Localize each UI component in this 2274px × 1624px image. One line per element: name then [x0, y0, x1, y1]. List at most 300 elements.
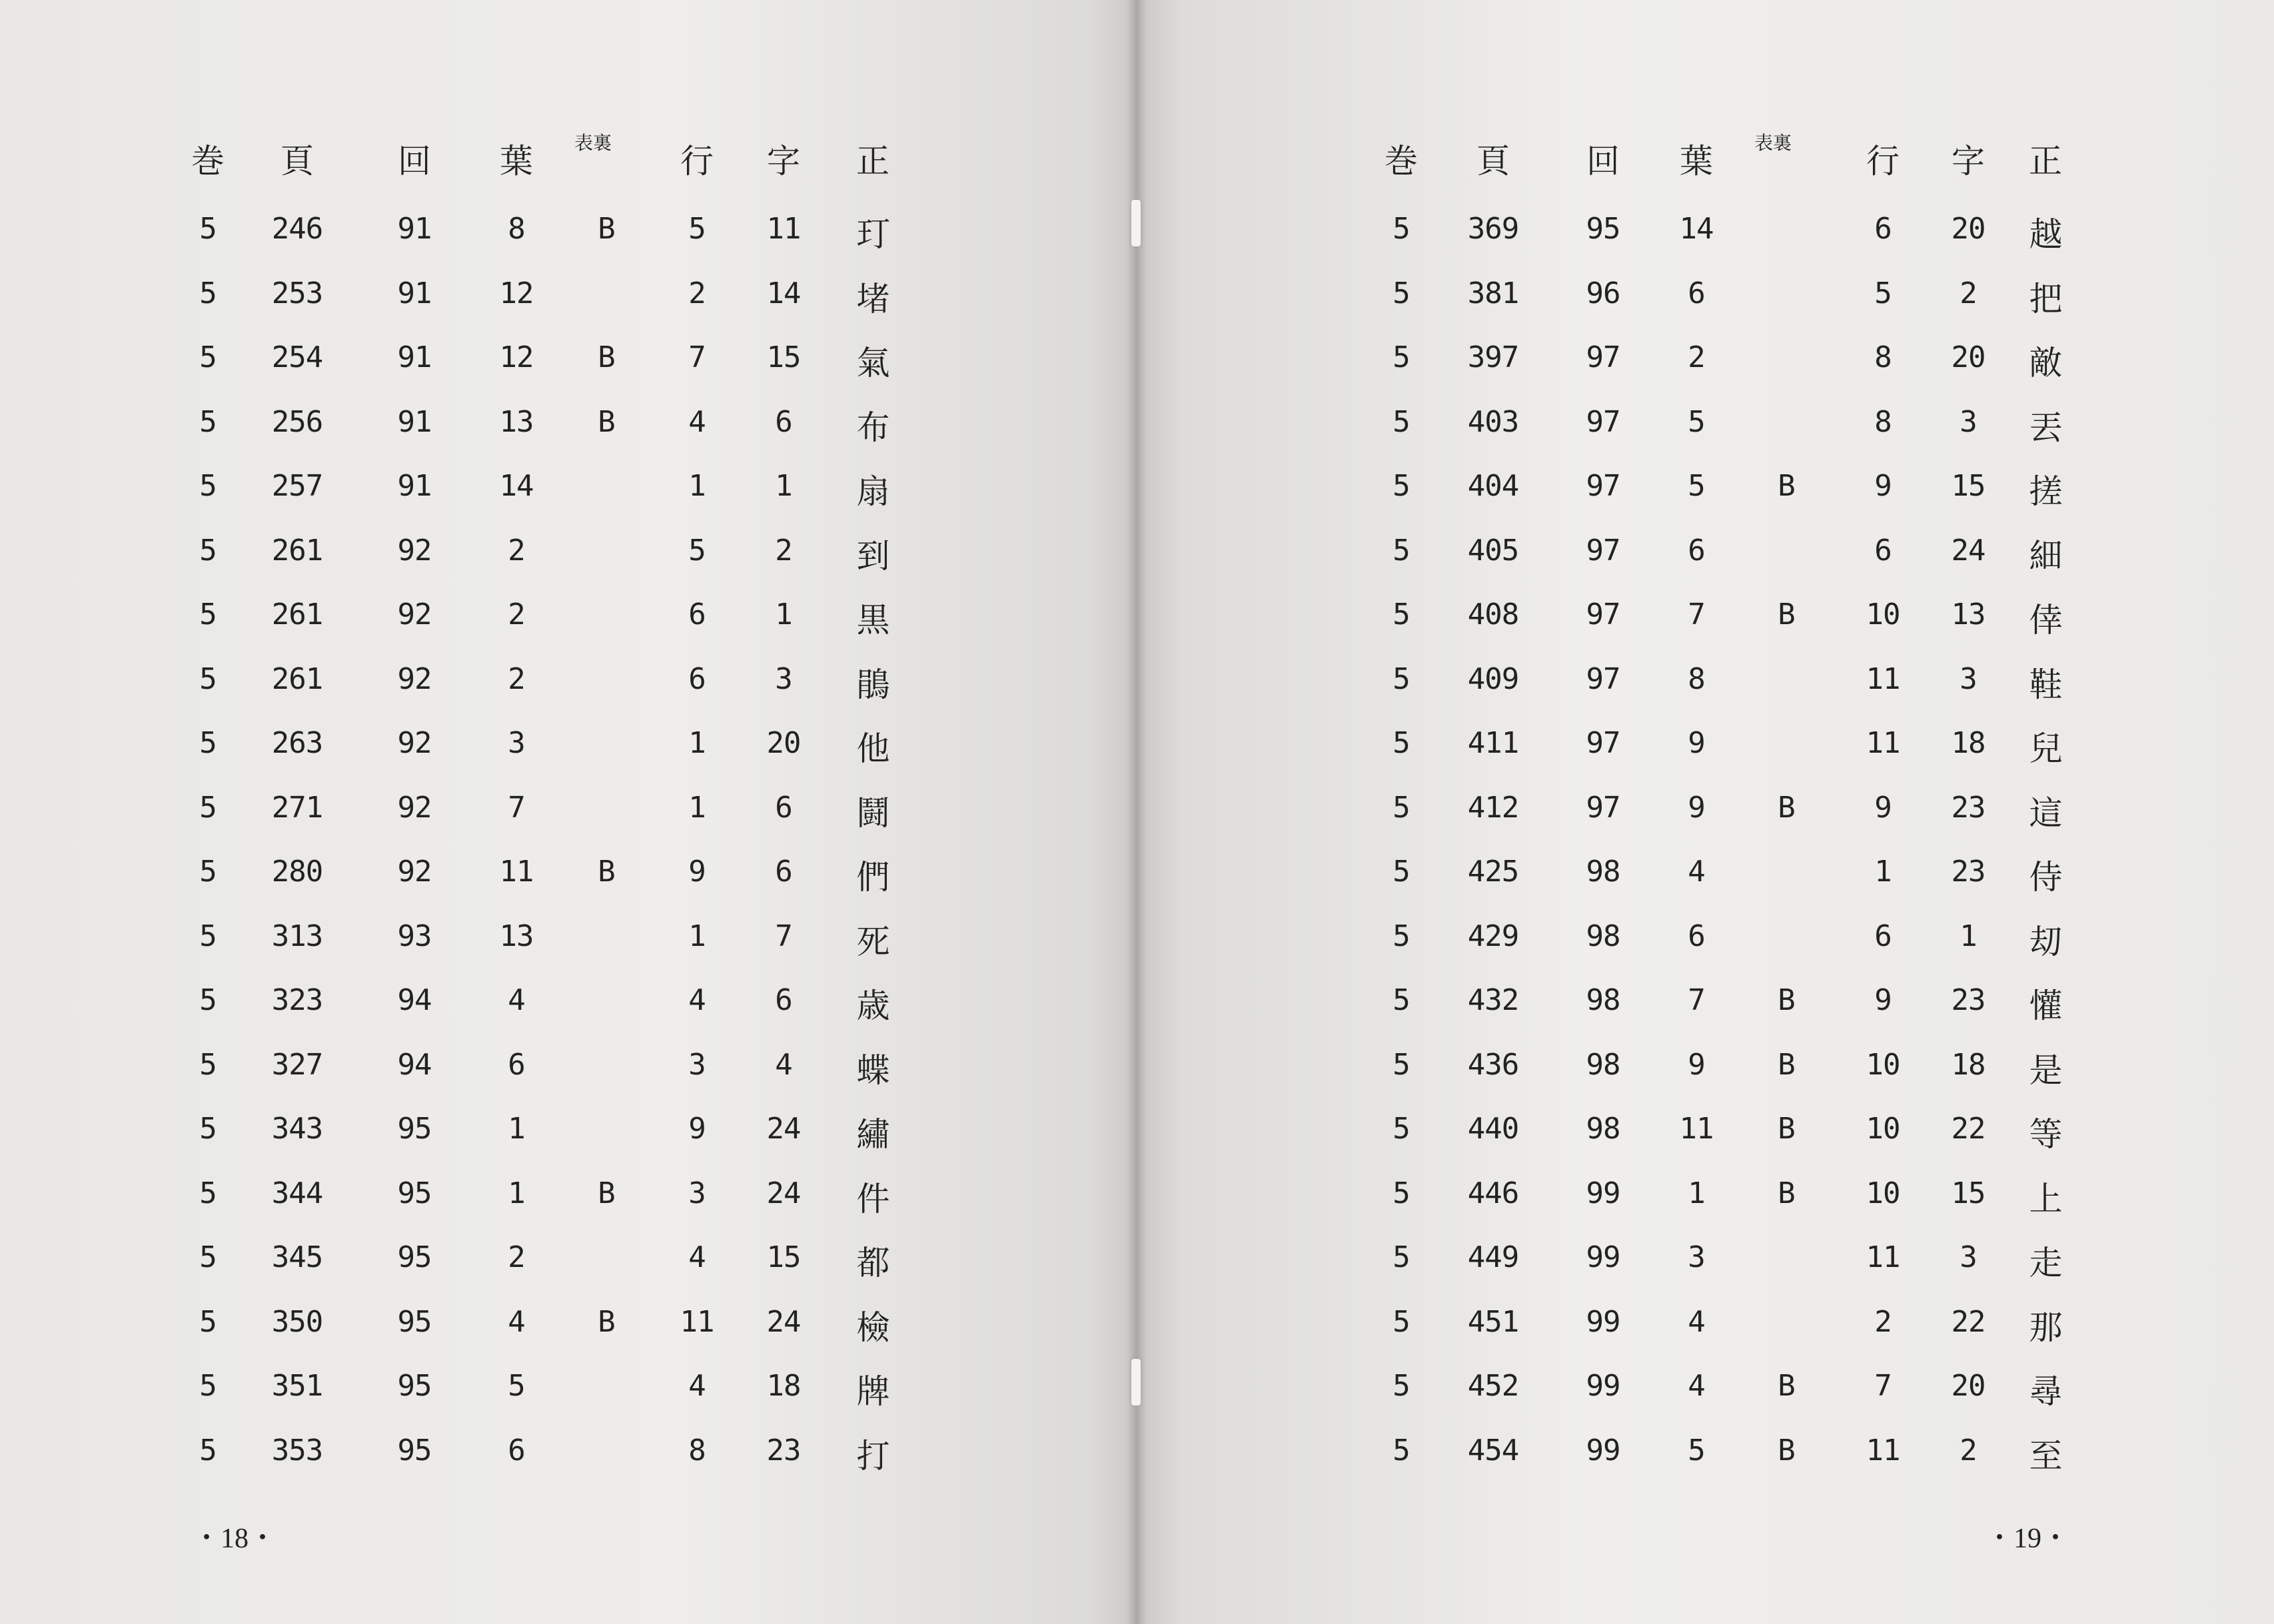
- cell-position: 3: [1960, 1240, 1977, 1274]
- cell-volume: 5: [1393, 1240, 1410, 1274]
- cell-chapter: 92: [397, 726, 432, 760]
- cell-correct-char: 等: [2029, 1115, 2062, 1154]
- cell-leaf: 11: [1679, 1112, 1714, 1146]
- cell-volume: 5: [199, 661, 217, 696]
- cell-correct-char: 是: [2029, 1050, 2062, 1090]
- cell-volume: 5: [1393, 1112, 1410, 1146]
- cell-leaf: 12: [499, 340, 534, 374]
- cell-chapter: 92: [397, 533, 432, 568]
- cell-page: 263: [271, 726, 323, 760]
- cell-correct-char: 鵑: [856, 665, 889, 704]
- cell-chapter: 95: [397, 1304, 432, 1339]
- header-leaf: 葉: [500, 142, 533, 181]
- cell-position: 24: [1951, 533, 1986, 568]
- cell-correct-char: 扇: [856, 472, 889, 511]
- right-page: [1137, 0, 2274, 1624]
- cell-line: 5: [688, 533, 706, 568]
- cell-chapter: 99: [1586, 1176, 1620, 1210]
- cell-volume: 5: [199, 340, 217, 374]
- cell-page: 454: [1467, 1433, 1519, 1467]
- cell-correct-char: 布: [856, 408, 889, 447]
- cell-chapter: 99: [1586, 1433, 1620, 1467]
- cell-page: 405: [1467, 533, 1519, 568]
- cell-position: 15: [766, 1240, 801, 1274]
- cell-page: 412: [1467, 790, 1519, 825]
- cell-line: 11: [1866, 1240, 1900, 1274]
- cell-page: 256: [271, 404, 323, 439]
- cell-side: B: [598, 212, 615, 246]
- cell-correct-char: 懽: [2029, 987, 2062, 1025]
- cell-volume: 5: [199, 469, 217, 503]
- cell-correct-char: 打: [856, 1436, 889, 1475]
- cell-position: 6: [775, 983, 792, 1017]
- cell-position: 1: [775, 469, 792, 503]
- header-volume: 巻: [191, 142, 225, 181]
- cell-leaf: 7: [1688, 598, 1705, 631]
- cell-chapter: 95: [397, 1433, 432, 1467]
- header-chapter: 回: [398, 142, 431, 181]
- cell-position: 24: [766, 1304, 801, 1339]
- cell-line: 4: [688, 983, 706, 1017]
- cell-correct-char: 氣: [856, 344, 889, 382]
- staple-top: [1131, 200, 1141, 246]
- cell-side: B: [598, 340, 615, 374]
- cell-leaf: 2: [508, 598, 525, 631]
- cell-position: 6: [775, 790, 792, 825]
- cell-chapter: 99: [1586, 1304, 1620, 1339]
- cell-leaf: 5: [1688, 404, 1705, 439]
- cell-chapter: 97: [1586, 661, 1620, 696]
- cell-leaf: 9: [1688, 726, 1705, 760]
- cell-leaf: 4: [508, 983, 525, 1017]
- cell-correct-char: 他: [856, 729, 889, 768]
- cell-line: 9: [1874, 469, 1892, 503]
- cell-page: 323: [271, 983, 323, 1017]
- cell-leaf: 7: [508, 790, 525, 825]
- cell-side: B: [598, 404, 615, 439]
- cell-page: 261: [271, 598, 323, 631]
- cell-side: B: [1778, 469, 1795, 503]
- cell-leaf: 8: [1688, 661, 1705, 696]
- cell-side: B: [1778, 598, 1795, 631]
- cell-chapter: 98: [1586, 1112, 1620, 1146]
- cell-leaf: 9: [1688, 1047, 1705, 1082]
- cell-correct-char: 檢: [856, 1308, 889, 1347]
- cell-correct-char: 鬪: [856, 793, 889, 833]
- cell-chapter: 94: [397, 1047, 432, 1082]
- cell-leaf: 4: [1688, 1369, 1705, 1403]
- cell-page: 449: [1467, 1240, 1519, 1274]
- cell-chapter: 95: [1586, 212, 1620, 246]
- cell-page: 280: [271, 855, 323, 889]
- page-number: ・18・: [192, 1523, 277, 1554]
- cell-leaf: 8: [508, 212, 525, 246]
- cell-side: B: [1778, 983, 1795, 1017]
- cell-line: 10: [1866, 1112, 1900, 1146]
- cell-line: 4: [688, 1369, 706, 1403]
- cell-correct-char: 走: [2029, 1244, 2062, 1282]
- cell-chapter: 92: [397, 661, 432, 696]
- cell-correct-char: 到: [856, 536, 889, 576]
- cell-chapter: 97: [1586, 598, 1620, 631]
- header-side: 表裏: [574, 132, 612, 154]
- cell-position: 18: [1951, 726, 1986, 760]
- header-side: 表裏: [1754, 132, 1792, 154]
- header-page: 頁: [1476, 142, 1510, 181]
- cell-line: 2: [1874, 1304, 1892, 1339]
- cell-volume: 5: [199, 1176, 217, 1210]
- cell-line: 3: [688, 1047, 706, 1082]
- cell-volume: 5: [1393, 1433, 1410, 1467]
- cell-volume: 5: [1393, 340, 1410, 374]
- cell-line: 6: [1874, 533, 1892, 568]
- cell-correct-char: 鞋: [2029, 665, 2062, 704]
- cell-page: 404: [1467, 469, 1519, 503]
- cell-volume: 5: [199, 1304, 217, 1339]
- cell-volume: 5: [1393, 919, 1410, 953]
- cell-volume: 5: [1393, 1304, 1410, 1339]
- cell-line: 10: [1866, 598, 1900, 631]
- cell-page: 351: [271, 1369, 323, 1403]
- cell-page: 246: [271, 212, 323, 246]
- cell-chapter: 99: [1586, 1369, 1620, 1403]
- cell-volume: 5: [199, 533, 217, 568]
- cell-line: 3: [688, 1176, 706, 1210]
- cell-position: 15: [1951, 1176, 1986, 1210]
- cell-position: 23: [1951, 983, 1986, 1017]
- cell-chapter: 91: [397, 469, 432, 503]
- staple-bottom: [1131, 1359, 1141, 1406]
- cell-leaf: 11: [499, 855, 534, 889]
- cell-position: 20: [1951, 212, 1986, 246]
- cell-leaf: 6: [1688, 533, 1705, 568]
- cell-page: 432: [1467, 983, 1519, 1017]
- cell-volume: 5: [199, 1433, 217, 1467]
- cell-correct-char: 件: [856, 1179, 889, 1218]
- cell-chapter: 97: [1586, 790, 1620, 825]
- cell-leaf: 6: [1688, 276, 1705, 310]
- cell-position: 20: [1951, 1369, 1986, 1403]
- cell-position: 1: [1960, 919, 1977, 953]
- cell-position: 15: [1951, 469, 1986, 503]
- cell-volume: 5: [1393, 533, 1410, 568]
- cell-line: 9: [1874, 983, 1892, 1017]
- cell-chapter: 91: [397, 212, 432, 246]
- cell-page: 271: [271, 790, 323, 825]
- cell-correct-char: 都: [856, 1244, 889, 1282]
- header-position: 字: [1952, 142, 1985, 181]
- cell-line: 1: [688, 726, 706, 760]
- cell-position: 2: [1960, 276, 1977, 310]
- cell-volume: 5: [1393, 598, 1410, 631]
- cell-side: B: [598, 1304, 615, 1339]
- cell-volume: 5: [1393, 1369, 1410, 1403]
- cell-page: 381: [1467, 276, 1519, 310]
- cell-line: 8: [1874, 404, 1892, 439]
- cell-volume: 5: [1393, 855, 1410, 889]
- cell-chapter: 91: [397, 404, 432, 439]
- cell-correct-char: 敵: [2029, 344, 2062, 382]
- cell-position: 1: [775, 598, 792, 631]
- cell-leaf: 4: [1688, 1304, 1705, 1339]
- cell-position: 22: [1951, 1112, 1986, 1146]
- cell-leaf: 1: [1688, 1176, 1705, 1210]
- cell-chapter: 98: [1586, 855, 1620, 889]
- cell-line: 11: [1866, 1433, 1900, 1467]
- cell-correct-char: 牌: [856, 1372, 889, 1411]
- cell-line: 9: [688, 855, 706, 889]
- cell-volume: 5: [1393, 276, 1410, 310]
- cell-chapter: 97: [1586, 404, 1620, 439]
- cell-line: 5: [1874, 276, 1892, 310]
- cell-position: 13: [1951, 598, 1986, 631]
- header-correct-char: 正: [2029, 142, 2062, 181]
- cell-volume: 5: [199, 1047, 217, 1082]
- cell-leaf: 13: [499, 919, 534, 953]
- cell-chapter: 94: [397, 983, 432, 1017]
- cell-page: 440: [1467, 1112, 1519, 1146]
- cell-position: 22: [1951, 1304, 1986, 1339]
- cell-leaf: 2: [508, 661, 525, 696]
- cell-position: 7: [775, 919, 792, 953]
- cell-chapter: 91: [397, 340, 432, 374]
- cell-position: 3: [775, 661, 792, 696]
- cell-page: 411: [1467, 726, 1519, 760]
- cell-volume: 5: [1393, 1176, 1410, 1210]
- cell-page: 425: [1467, 855, 1519, 889]
- cell-position: 14: [766, 276, 801, 310]
- cell-line: 7: [688, 340, 706, 374]
- cell-side: B: [598, 855, 615, 889]
- cell-line: 2: [688, 276, 706, 310]
- cell-volume: 5: [199, 919, 217, 953]
- cell-chapter: 93: [397, 919, 432, 953]
- cell-position: 20: [1951, 340, 1986, 374]
- cell-position: 18: [1951, 1047, 1986, 1082]
- cell-correct-char: 尋: [2029, 1372, 2062, 1411]
- cell-correct-char: 們: [856, 858, 889, 897]
- cell-volume: 5: [199, 855, 217, 889]
- cell-side: B: [598, 1176, 615, 1210]
- cell-page: 345: [271, 1240, 323, 1274]
- cell-line: 11: [1866, 726, 1900, 760]
- cell-page: 350: [271, 1304, 323, 1339]
- cell-page: 436: [1467, 1047, 1519, 1082]
- cell-correct-char: 丟: [2029, 408, 2062, 447]
- cell-correct-char: 繡: [856, 1115, 889, 1154]
- cell-volume: 5: [1393, 212, 1410, 246]
- header-position: 字: [767, 142, 800, 181]
- cell-correct-char: 死: [856, 922, 889, 961]
- cell-leaf: 14: [499, 469, 534, 503]
- cell-line: 5: [688, 212, 706, 246]
- cell-page: 403: [1467, 404, 1519, 439]
- cell-volume: 5: [199, 1112, 217, 1146]
- header-line: 行: [680, 142, 714, 181]
- cell-leaf: 2: [508, 533, 525, 568]
- cell-position: 23: [1951, 790, 1986, 825]
- cell-volume: 5: [199, 1369, 217, 1403]
- cell-correct-char: 細: [2029, 536, 2062, 576]
- cell-position: 15: [766, 340, 801, 374]
- cell-correct-char: 侍: [2029, 858, 2062, 897]
- cell-chapter: 96: [1586, 276, 1620, 310]
- cell-correct-char: 堵: [856, 279, 889, 318]
- cell-page: 343: [271, 1112, 323, 1146]
- cell-line: 4: [688, 1240, 706, 1274]
- cell-line: 1: [688, 790, 706, 825]
- cell-leaf: 3: [1688, 1240, 1705, 1274]
- cell-correct-char: 把: [2029, 279, 2062, 318]
- cell-position: 18: [766, 1369, 801, 1403]
- cell-line: 9: [688, 1112, 706, 1146]
- cell-line: 11: [1866, 661, 1900, 696]
- cell-chapter: 99: [1586, 1240, 1620, 1274]
- cell-chapter: 95: [397, 1176, 432, 1210]
- cell-correct-char: 至: [2029, 1436, 2062, 1475]
- cell-position: 6: [775, 404, 792, 439]
- header-chapter: 回: [1586, 142, 1620, 181]
- cell-side: B: [1778, 1369, 1795, 1403]
- cell-line: 6: [1874, 919, 1892, 953]
- cell-leaf: 13: [499, 404, 534, 439]
- cell-line: 6: [1874, 212, 1892, 246]
- cell-chapter: 91: [397, 276, 432, 310]
- cell-volume: 5: [199, 212, 217, 246]
- page-number: ・19・: [1985, 1523, 2070, 1554]
- cell-line: 10: [1866, 1047, 1900, 1082]
- cell-chapter: 98: [1586, 983, 1620, 1017]
- cell-leaf: 2: [1688, 340, 1705, 374]
- cell-leaf: 3: [508, 726, 525, 760]
- cell-chapter: 98: [1586, 1047, 1620, 1082]
- cell-leaf: 5: [1688, 469, 1705, 503]
- cell-position: 20: [766, 726, 801, 760]
- cell-correct-char: 歳: [856, 987, 889, 1025]
- cell-page: 253: [271, 276, 323, 310]
- cell-leaf: 6: [508, 1433, 525, 1467]
- cell-correct-char: 搓: [2029, 472, 2062, 511]
- cell-position: 4: [775, 1047, 792, 1082]
- cell-position: 11: [766, 212, 801, 246]
- cell-volume: 5: [199, 598, 217, 631]
- cell-volume: 5: [199, 726, 217, 760]
- cell-chapter: 92: [397, 855, 432, 889]
- cell-position: 2: [775, 533, 792, 568]
- cell-position: 24: [766, 1176, 801, 1210]
- cell-page: 327: [271, 1047, 323, 1082]
- cell-side: B: [1778, 790, 1795, 825]
- cell-correct-char: 那: [2029, 1308, 2062, 1347]
- cell-line: 6: [688, 598, 706, 631]
- cell-volume: 5: [199, 983, 217, 1017]
- cell-volume: 5: [1393, 1047, 1410, 1082]
- cell-chapter: 97: [1586, 469, 1620, 503]
- cell-position: 3: [1960, 661, 1977, 696]
- cell-volume: 5: [1393, 790, 1410, 825]
- cell-correct-char: 蝶: [856, 1050, 889, 1090]
- cell-correct-char: 上: [2029, 1179, 2062, 1218]
- cell-chapter: 92: [397, 598, 432, 631]
- cell-correct-char: 倖: [2029, 601, 2062, 639]
- cell-page: 261: [271, 661, 323, 696]
- cell-line: 8: [688, 1433, 706, 1467]
- cell-volume: 5: [1393, 661, 1410, 696]
- cell-leaf: 4: [1688, 855, 1705, 889]
- cell-line: 11: [680, 1304, 714, 1339]
- cell-chapter: 95: [397, 1112, 432, 1146]
- cell-page: 313: [271, 919, 323, 953]
- cell-side: B: [1778, 1433, 1795, 1467]
- cell-position: 23: [1951, 855, 1986, 889]
- cell-leaf: 6: [1688, 919, 1705, 953]
- cell-page: 257: [271, 469, 323, 503]
- header-leaf: 葉: [1680, 142, 1713, 181]
- header-line: 行: [1866, 142, 1900, 181]
- cell-correct-char: 兒: [2029, 729, 2062, 768]
- cell-page: 452: [1467, 1369, 1519, 1403]
- cell-leaf: 1: [508, 1112, 525, 1146]
- cell-volume: 5: [1393, 983, 1410, 1017]
- cell-page: 451: [1467, 1304, 1519, 1339]
- cell-position: 2: [1960, 1433, 1977, 1467]
- cell-chapter: 95: [397, 1369, 432, 1403]
- cell-chapter: 95: [397, 1240, 432, 1274]
- cell-line: 1: [688, 919, 706, 953]
- cell-line: 1: [1874, 855, 1892, 889]
- cell-line: 9: [1874, 790, 1892, 825]
- cell-line: 8: [1874, 340, 1892, 374]
- cell-line: 7: [1874, 1369, 1892, 1403]
- cell-volume: 5: [199, 1240, 217, 1274]
- cell-page: 446: [1467, 1176, 1519, 1210]
- cell-leaf: 7: [1688, 983, 1705, 1017]
- cell-correct-char: 玎: [856, 215, 889, 254]
- cell-position: 6: [775, 855, 792, 889]
- header-volume: 巻: [1385, 142, 1418, 181]
- cell-volume: 5: [1393, 726, 1410, 760]
- cell-leaf: 1: [508, 1176, 525, 1210]
- cell-line: 10: [1866, 1176, 1900, 1210]
- cell-page: 429: [1467, 919, 1519, 953]
- cell-leaf: 4: [508, 1304, 525, 1339]
- cell-chapter: 98: [1586, 919, 1620, 953]
- cell-volume: 5: [199, 790, 217, 825]
- cell-position: 3: [1960, 404, 1977, 439]
- cell-side: B: [1778, 1112, 1795, 1146]
- cell-chapter: 97: [1586, 533, 1620, 568]
- cell-leaf: 14: [1679, 212, 1714, 246]
- cell-page: 408: [1467, 598, 1519, 631]
- cell-correct-char: 越: [2029, 215, 2062, 254]
- cell-volume: 5: [1393, 469, 1410, 503]
- cell-correct-char: 黒: [856, 601, 889, 639]
- cell-chapter: 97: [1586, 726, 1620, 760]
- cell-correct-char: 這: [2029, 793, 2062, 833]
- cell-line: 6: [688, 661, 706, 696]
- cell-position: 24: [766, 1112, 801, 1146]
- cell-volume: 5: [199, 276, 217, 310]
- cell-chapter: 92: [397, 790, 432, 825]
- cell-page: 344: [271, 1176, 323, 1210]
- cell-leaf: 9: [1688, 790, 1705, 825]
- cell-side: B: [1778, 1176, 1795, 1210]
- cell-leaf: 5: [1688, 1433, 1705, 1467]
- cell-volume: 5: [199, 404, 217, 439]
- cell-position: 23: [766, 1433, 801, 1467]
- cell-leaf: 6: [508, 1047, 525, 1082]
- cell-leaf: 2: [508, 1240, 525, 1274]
